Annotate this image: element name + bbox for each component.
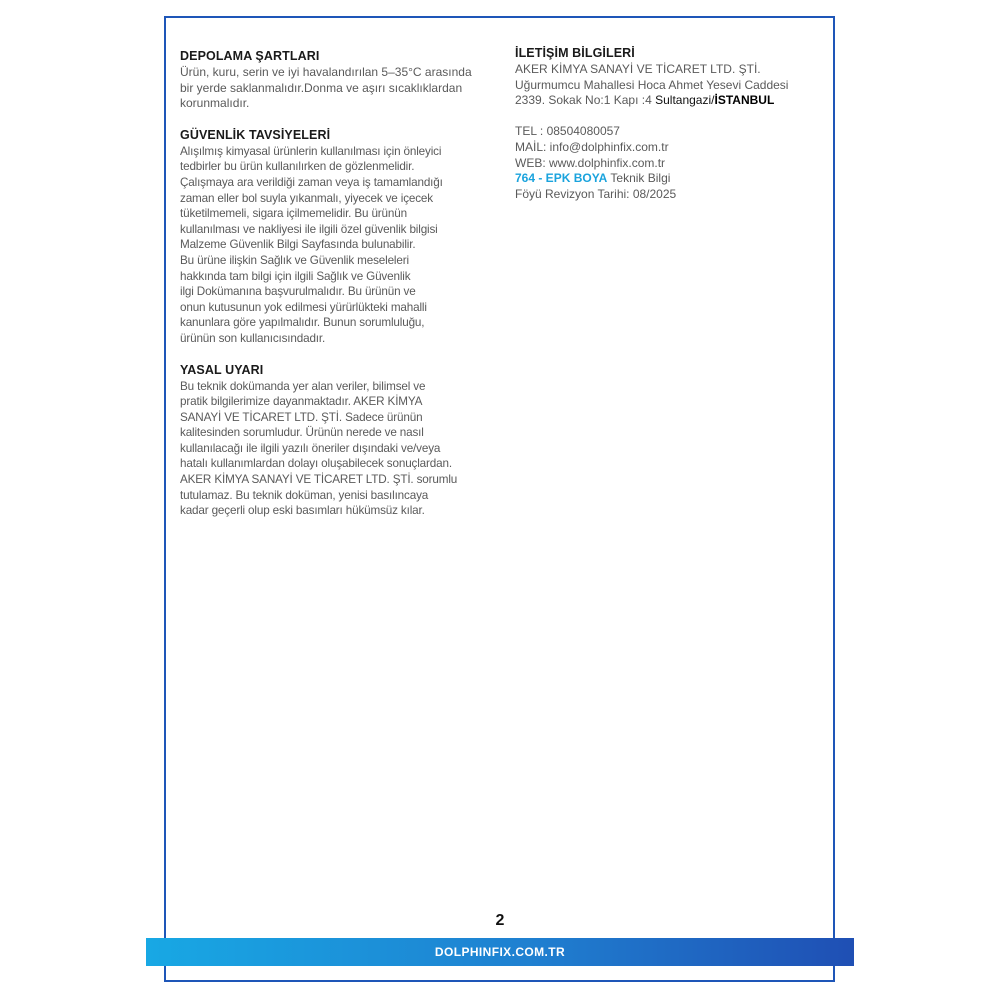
legal-line: Bu teknik dokümanda yer alan veriler, bilimsel ve	[180, 379, 426, 393]
footer-website[interactable]: DOLPHINFIX.COM.TR	[434, 945, 566, 959]
legal-line: hatalı kullanımlardan dolayı oluşabilecek sonuçlardan.	[180, 457, 452, 471]
address-line: Uğurmumcu Mahallesi Hoca Ahmet Yesevi Caddesi	[515, 77, 789, 92]
address-street: 2339. Sokak No:1 Kapı :4	[515, 93, 652, 108]
email-text: MAİL: info@dolphinfix.com.tr	[515, 139, 669, 154]
storage-line: Ürün, kuru, serin ve iyi havalandırılan 5–35°C arasında	[180, 65, 472, 79]
safety-line: Alışılmış kimyasal ürünlerin kullanılması için önleyici	[180, 144, 442, 158]
safety-line: tedbirler bu ürün kullanılırken de gözlenmelidir.	[180, 160, 415, 174]
address-separator: /	[711, 93, 715, 108]
legal-line: kullanılacağı ile ilgili yazılı öneriler dışındaki ve/veya	[180, 441, 441, 455]
revision-date: Föyü Revizyon Tarihi: 08/2025	[515, 186, 677, 201]
phone-text: TEL : 08504080057	[515, 124, 620, 139]
safety-section	[180, 127, 485, 347]
left-column	[180, 48, 485, 534]
legal-section	[180, 362, 485, 519]
address-line	[515, 93, 815, 109]
legal-heading: YASAL UYARI	[180, 362, 264, 377]
contact-heading: İLETİŞİM BİLGİLERİ	[515, 46, 635, 60]
product-line	[515, 171, 815, 187]
safety-line: ilgi Dokümanına başvurulmalıdır. Bu ürünün ve	[180, 285, 416, 299]
safety-line: kanunlara göre yapılmalıdır. Bunun sorumluluğu,	[180, 316, 425, 330]
legal-line: AKER KİMYA SANAYİ VE TİCARET LTD. ŞTİ. sorumlu	[180, 473, 458, 487]
website-text: WEB: www.dolphinfix.com.tr	[515, 155, 666, 170]
legal-line: pratik bilgilerimize dayanmaktadır. AKER KİMYA	[180, 395, 423, 409]
safety-line: tüketilmemeli, sigara içilmemelidir. Bu ürünün	[180, 207, 407, 221]
safety-line: hakkında tam bilgi için ilgili Sağlık ve Güvenlik	[180, 269, 411, 283]
contact-column	[515, 45, 815, 203]
footer-bar	[146, 938, 854, 966]
storage-section	[180, 48, 485, 112]
legal-line: kadar geçerli olup eski basımları hükümsüz kılar.	[180, 504, 425, 518]
safety-line: Bu ürüne ilişkin Sağlık ve Güvenlik meseleleri	[180, 253, 409, 267]
product-suffix: Teknik Bilgi	[610, 171, 671, 186]
safety-line: Çalışmaya ara verildiği zaman veya iş tamamlandığı	[180, 175, 443, 189]
legal-line: tutulamaz. Bu teknik doküman, yenisi basılıncaya	[180, 488, 429, 502]
safety-line: Malzeme Güvenlik Bilgi Sayfasında bulunabilir.	[180, 238, 416, 252]
address-district: Sultangazi	[655, 93, 712, 108]
address-city: İSTANBUL	[714, 93, 775, 108]
safety-line: kullanılması ve nakliyesi ile ilgili özel güvenlik bilgisi	[180, 222, 438, 236]
legal-line: kalitesinden sorumludur. Ürünün nerede ve nasıl	[180, 426, 424, 440]
storage-line: bir yerde saklanmalıdır.Donma ve aşırı sıcaklıklardan	[180, 80, 463, 95]
company-name: AKER KİMYA SANAYİ VE TİCARET LTD. ŞTİ.	[515, 62, 761, 76]
safety-line: onun kutusunun yok edilmesi yürürlükteki mahalli	[180, 300, 427, 314]
product-code: 764 - EPK BOYA	[515, 171, 608, 186]
legal-line: SANAYİ VE TİCARET LTD. ŞTİ. Sadece ürünün	[180, 410, 423, 424]
safety-line: zaman eller bol suyla yıkanmalı, yiyecek ve içecek	[180, 191, 433, 205]
storage-heading: DEPOLAMA ŞARTLARI	[180, 49, 320, 63]
storage-line: korunmalıdır.	[180, 96, 250, 111]
page-number: 2	[495, 912, 505, 929]
safety-line: ürünün son kullanıcısındadır.	[180, 331, 326, 345]
safety-heading: GÜVENLİK TAVSİYELERİ	[180, 127, 331, 142]
